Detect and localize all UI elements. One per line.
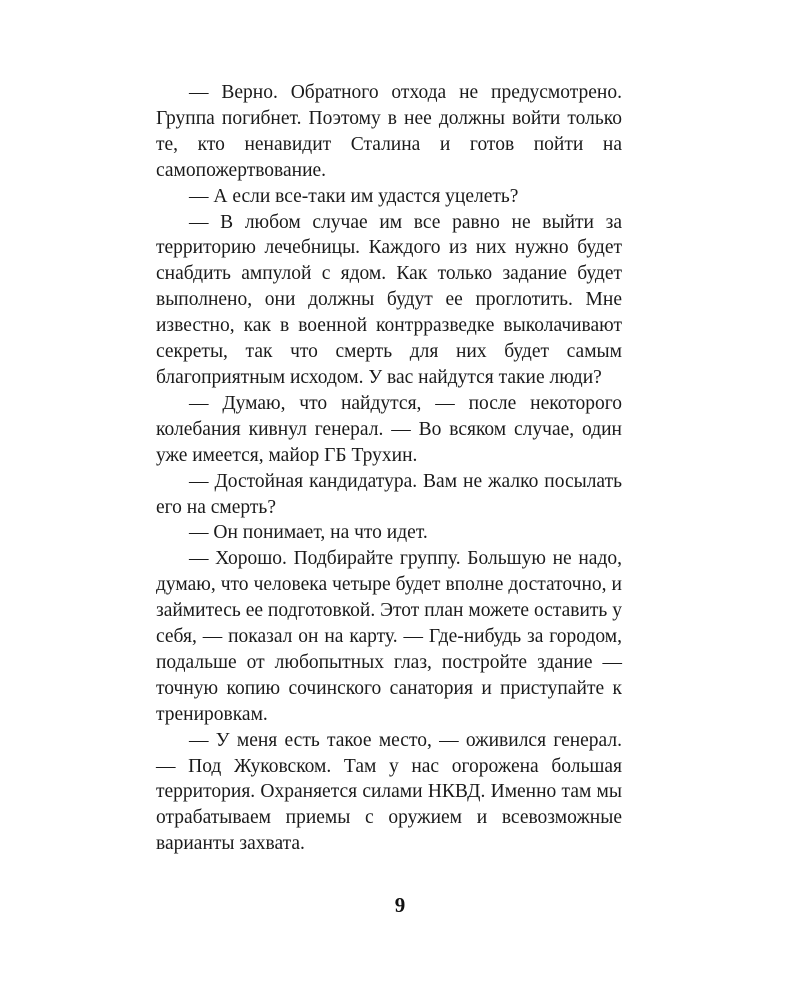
page-text	[156, 80, 622, 857]
paragraph-4: — Думаю, что найдутся, — после некоторого колебания кивнул генерал. — Во всяком случае, один уже имеется, майор ГБ Трухин.	[156, 392, 622, 466]
page-number: 9	[394, 893, 406, 917]
paragraph-8: — У меня есть такое место, — оживился генерал. — Под Жуковском. Там у нас огорожена большая территория. Охраняется силами НКВД. Именно там мы отрабатываем приемы с оружием и всевозможные варианты захвата.	[156, 729, 622, 855]
paragraph-3: — В любом случае им все равно не выйти за территорию лечебницы. Каждого из них нужно будет снабдить ампулой с ядом. Как только задание будет выполнено, они должны будут ее проглотить. Мне известно, как в военной контрразведке выколачивают секреты, так что смерть для них будет самым благоприятным исходом. У вас найдутся такие люди?	[156, 211, 622, 388]
paragraph-5: — Достойная кандидатура. Вам не жалко посылать его на смерть?	[156, 470, 622, 518]
paragraph-7: — Хорошо. Подбирайте группу. Большую не надо, думаю, что человека четыре будет вполне достаточно, и займитесь ее подготовкой. Этот план можете оставить у себя, — показал он на карту. — Где-нибудь за городом, подальше от любопытных глаз, постройте здание — точную копию сочинского санатория и приступайте к тренировкам.	[156, 548, 622, 725]
paragraph-2: — А если все-таки им удастся уцелеть?	[189, 185, 519, 207]
paragraph-1: — Верно. Обратного отхода не предусмотрено. Группа погибнет. Поэтому в нее должны войти только те, кто ненавидит Сталина и готов пойти на самопожертвование.	[156, 82, 622, 181]
paragraph-6: — Он понимает, на что идет.	[189, 522, 428, 544]
